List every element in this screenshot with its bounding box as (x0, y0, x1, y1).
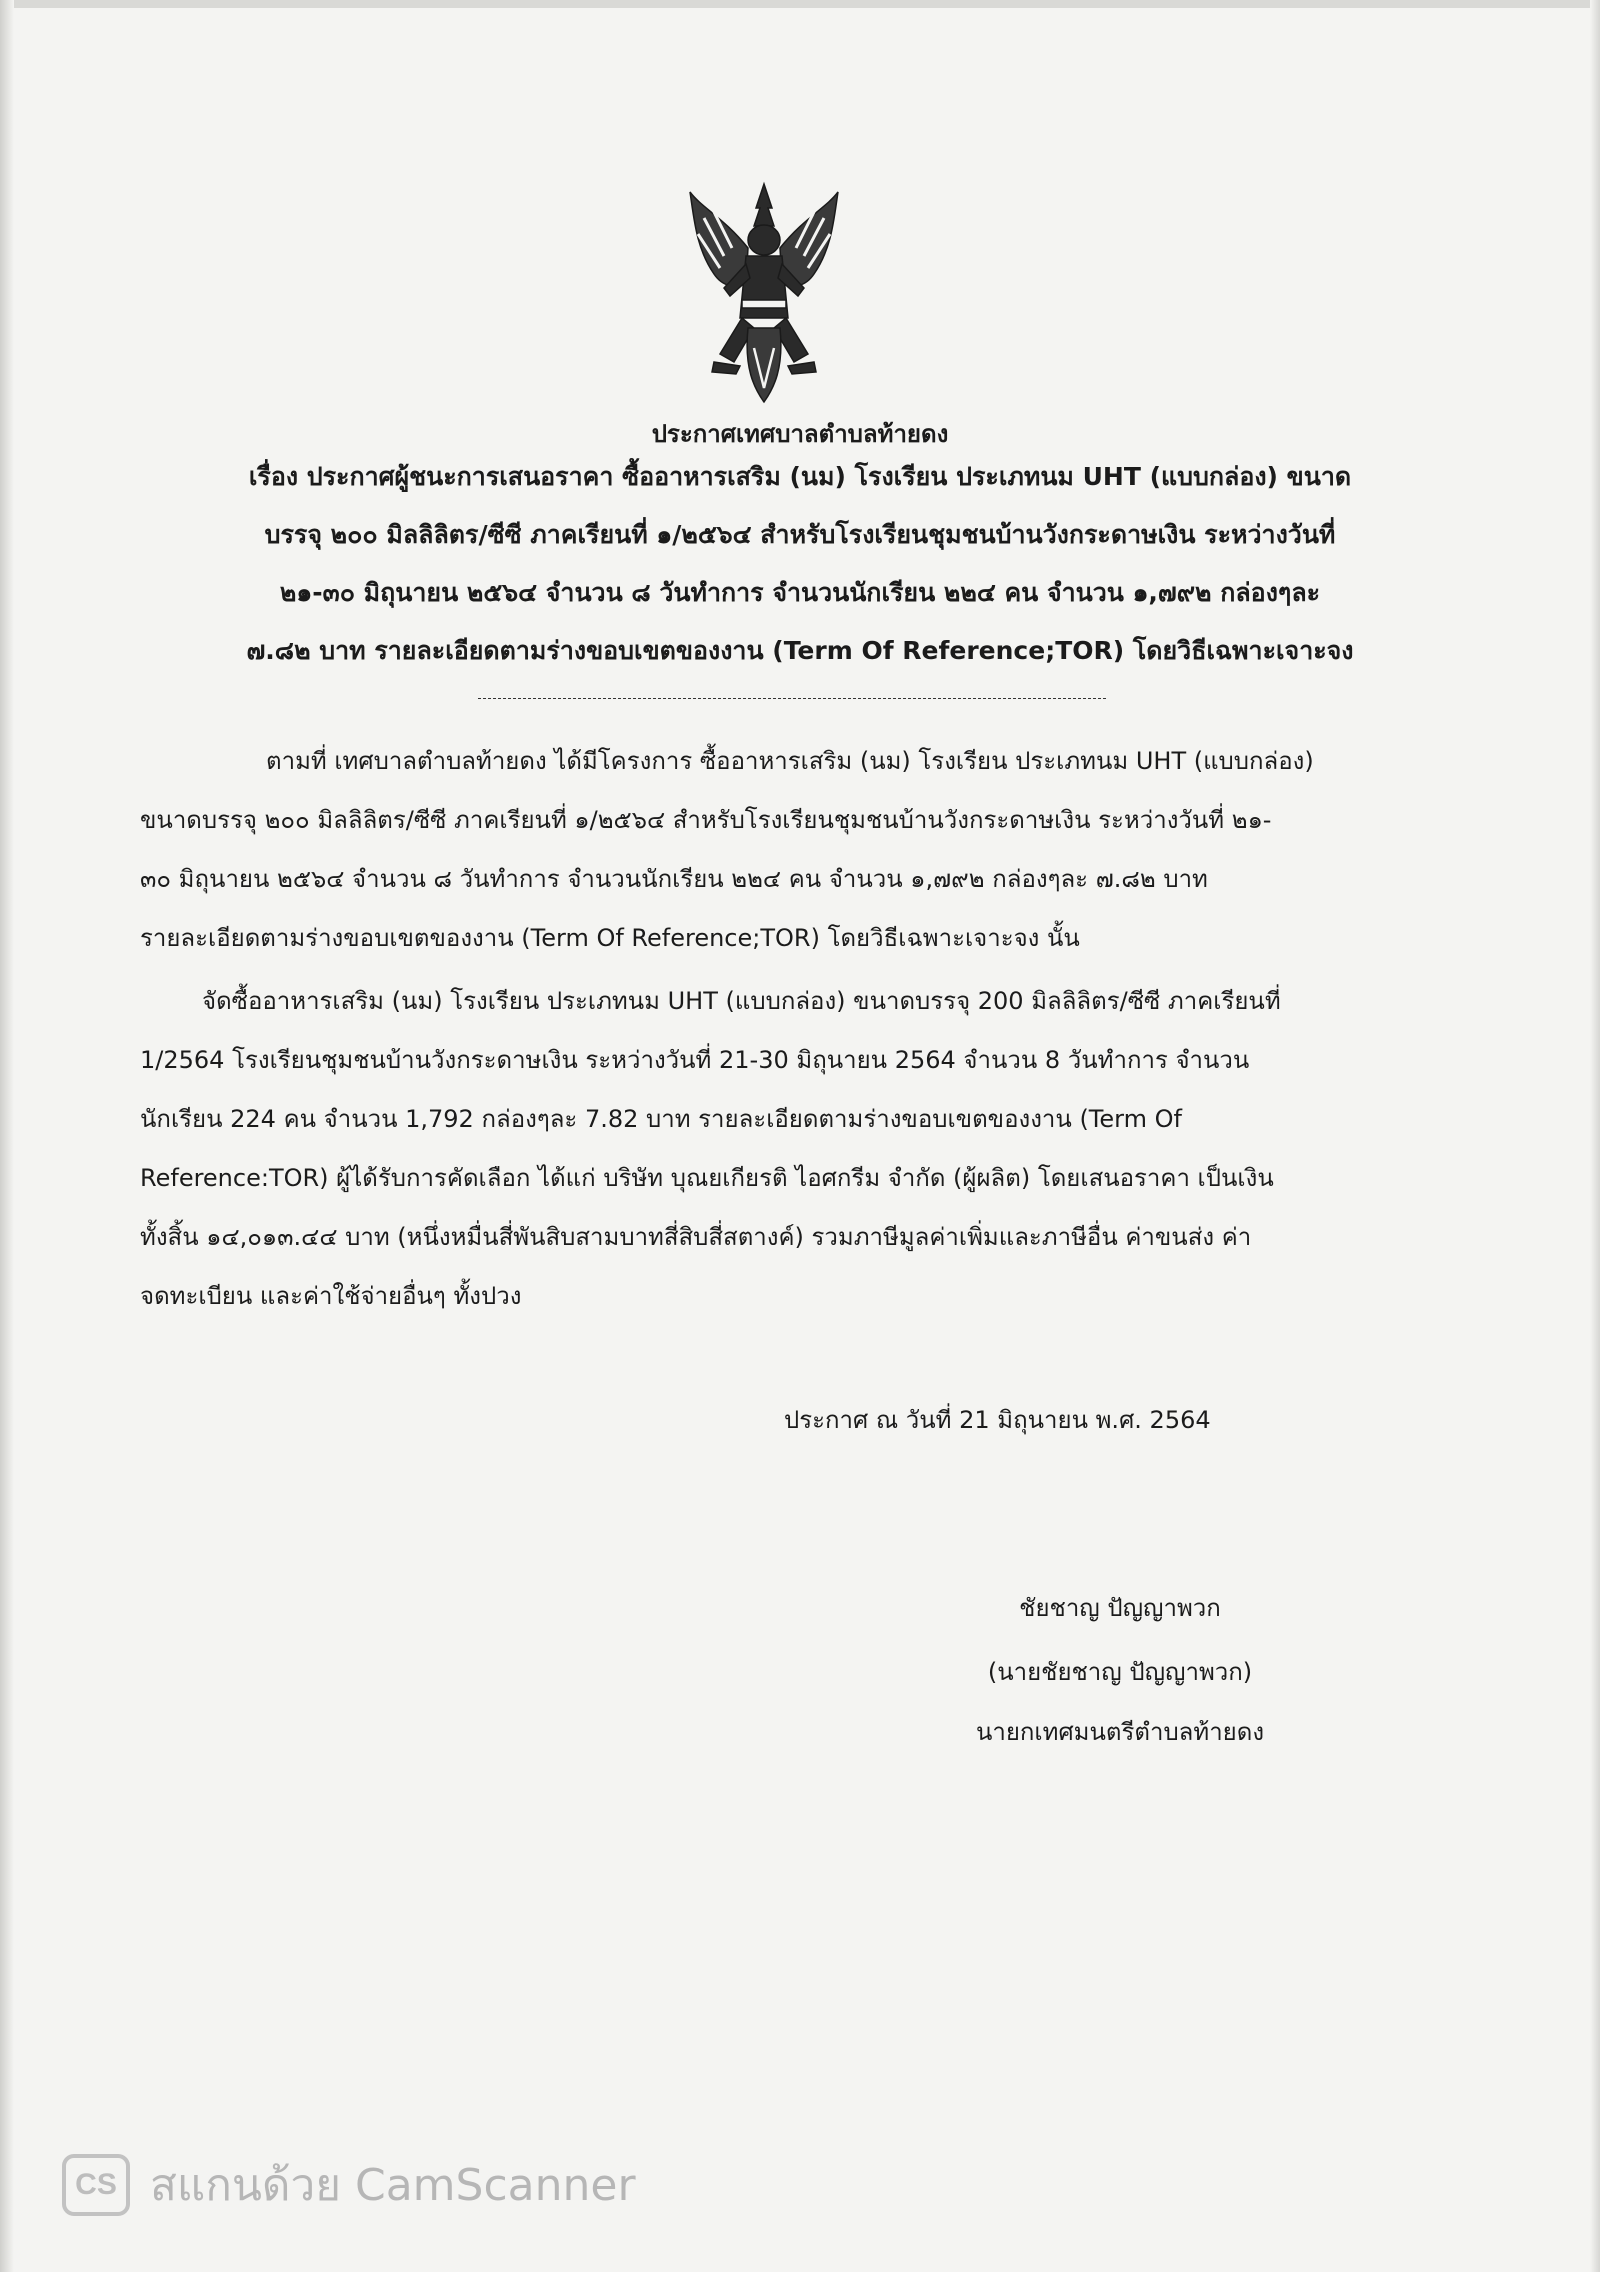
camscanner-watermark-text: สแกนด้วย CamScanner (150, 2160, 636, 2211)
camscanner-logo-icon: CS (62, 2154, 130, 2216)
paragraph-line: รายละเอียดตามร่างขอบเขตของงาน (Term Of Reference;TOR) โดยวิธีเฉพาะเจาะจง นั้น (140, 924, 1080, 952)
page-edge-top (0, 0, 1600, 8)
paragraph-line: ตามที่ เทศบาลตำบลท้ายดง ได้มีโครงการ ซื้ออาหารเสริม (นม) โรงเรียน ประเภทนม UHT (แบบกล่อง) (266, 747, 1314, 775)
paragraph-line: จดทะเบียน และค่าใช้จ่ายอื่นๆ ทั้งปวง (140, 1282, 522, 1310)
subject-line: ๒๑-๓๐ มิถุนายน ๒๕๖๔ จำนวน ๘ วันทำการ จำนวนนักเรียน ๒๒๔ คน จำนวน ๑,๗๙๒ กล่องๆละ (279, 578, 1321, 607)
garuda-emblem-icon (684, 178, 844, 408)
paragraph-line: Reference:TOR) ผู้ได้รับการคัดเลือก ได้แก่ บริษัท บุณยเกียรติ ไอศกรีม จำกัด (ผู้ผลิต) โดยเสนอราคา เป็นเงิน (140, 1164, 1274, 1192)
paragraph-line: จัดซื้ออาหารเสริม (นม) โรงเรียน ประเภทนม UHT (แบบกล่อง) ขนาดบรรจุ 200 มิลลิลิตร/ซีซี ภาคเรียนที่ (202, 987, 1281, 1015)
signatory-position: นายกเทศมนตรีตำบลท้ายดง (975, 1718, 1265, 1746)
separator-rule (478, 698, 1106, 699)
paragraph-line: นักเรียน 224 คน จำนวน 1,792 กล่องๆละ 7.82 บาท รายละเอียดตามร่างขอบเขตของงาน (Term Of (140, 1105, 1182, 1133)
paragraph-1 (140, 732, 1440, 968)
subject-line: เรื่อง ประกาศผู้ชนะการเสนอราคา ซื้ออาหารเสริม (นม) โรงเรียน ประเภทนม UHT (แบบกล่อง) ขนาด (248, 462, 1352, 491)
page-edge-right (1590, 0, 1600, 2272)
paragraph-2 (140, 972, 1440, 1326)
paragraph-line: 1/2564 โรงเรียนชุมชนบ้านวังกระดาษเงิน ระหว่างวันที่ 21-30 มิถุนายน 2564 จำนวน 8 วันทำการ จำนวน (140, 1046, 1250, 1074)
signature-name: ชัยชาญ ปัญญาพวก (1019, 1594, 1221, 1622)
paragraph-line: ขนาดบรรจุ ๒๐๐ มิลลิลิตร/ซีซี ภาคเรียนที่ ๑/๒๕๖๔ สำหรับโรงเรียนชุมชนบ้านวังกระดาษเงิน ระหว่างวันที่ ๒๑- (140, 806, 1272, 834)
subject-block (100, 448, 1500, 680)
paragraph-line: ทั้งสิ้น ๑๔,๐๑๓.๔๔ บาท (หนึ่งหมื่นสี่พันสิบสามบาทสี่สิบสี่สตางค์) รวมภาษีมูลค่าเพิ่มและภาษีอื่น ค่าขนส่ง ค่า (140, 1223, 1252, 1251)
subject-line: บรรจุ ๒๐๐ มิลลิลิตร/ซีซี ภาคเรียนที่ ๑/๒๕๖๔ สำหรับโรงเรียนชุมชนบ้านวังกระดาษเงิน ระหว่างวันที่ (264, 520, 1336, 549)
camscanner-watermark (62, 2150, 636, 2220)
signatory-full-name: (นายชัยชาญ ปัญญาพวก) (987, 1658, 1253, 1686)
paragraph-line: ๓๐ มิถุนายน ๒๕๖๔ จำนวน ๘ วันทำการ จำนวนนักเรียน ๒๒๔ คน จำนวน ๑,๗๙๒ กล่องๆละ ๗.๘๒ บาท (140, 865, 1208, 893)
document-title: ประกาศเทศบาลตำบลท้ายดง (651, 420, 949, 448)
subject-line: ๗.๘๒ บาท รายละเอียดตามร่างขอบเขตของงาน (Term Of Reference;TOR) โดยวิธีเฉพาะเจาะจง (246, 636, 1354, 665)
announcement-date: ประกาศ ณ วันที่ 21 มิถุนายน พ.ศ. 2564 (784, 1406, 1211, 1434)
page-edge-left (0, 0, 14, 2272)
